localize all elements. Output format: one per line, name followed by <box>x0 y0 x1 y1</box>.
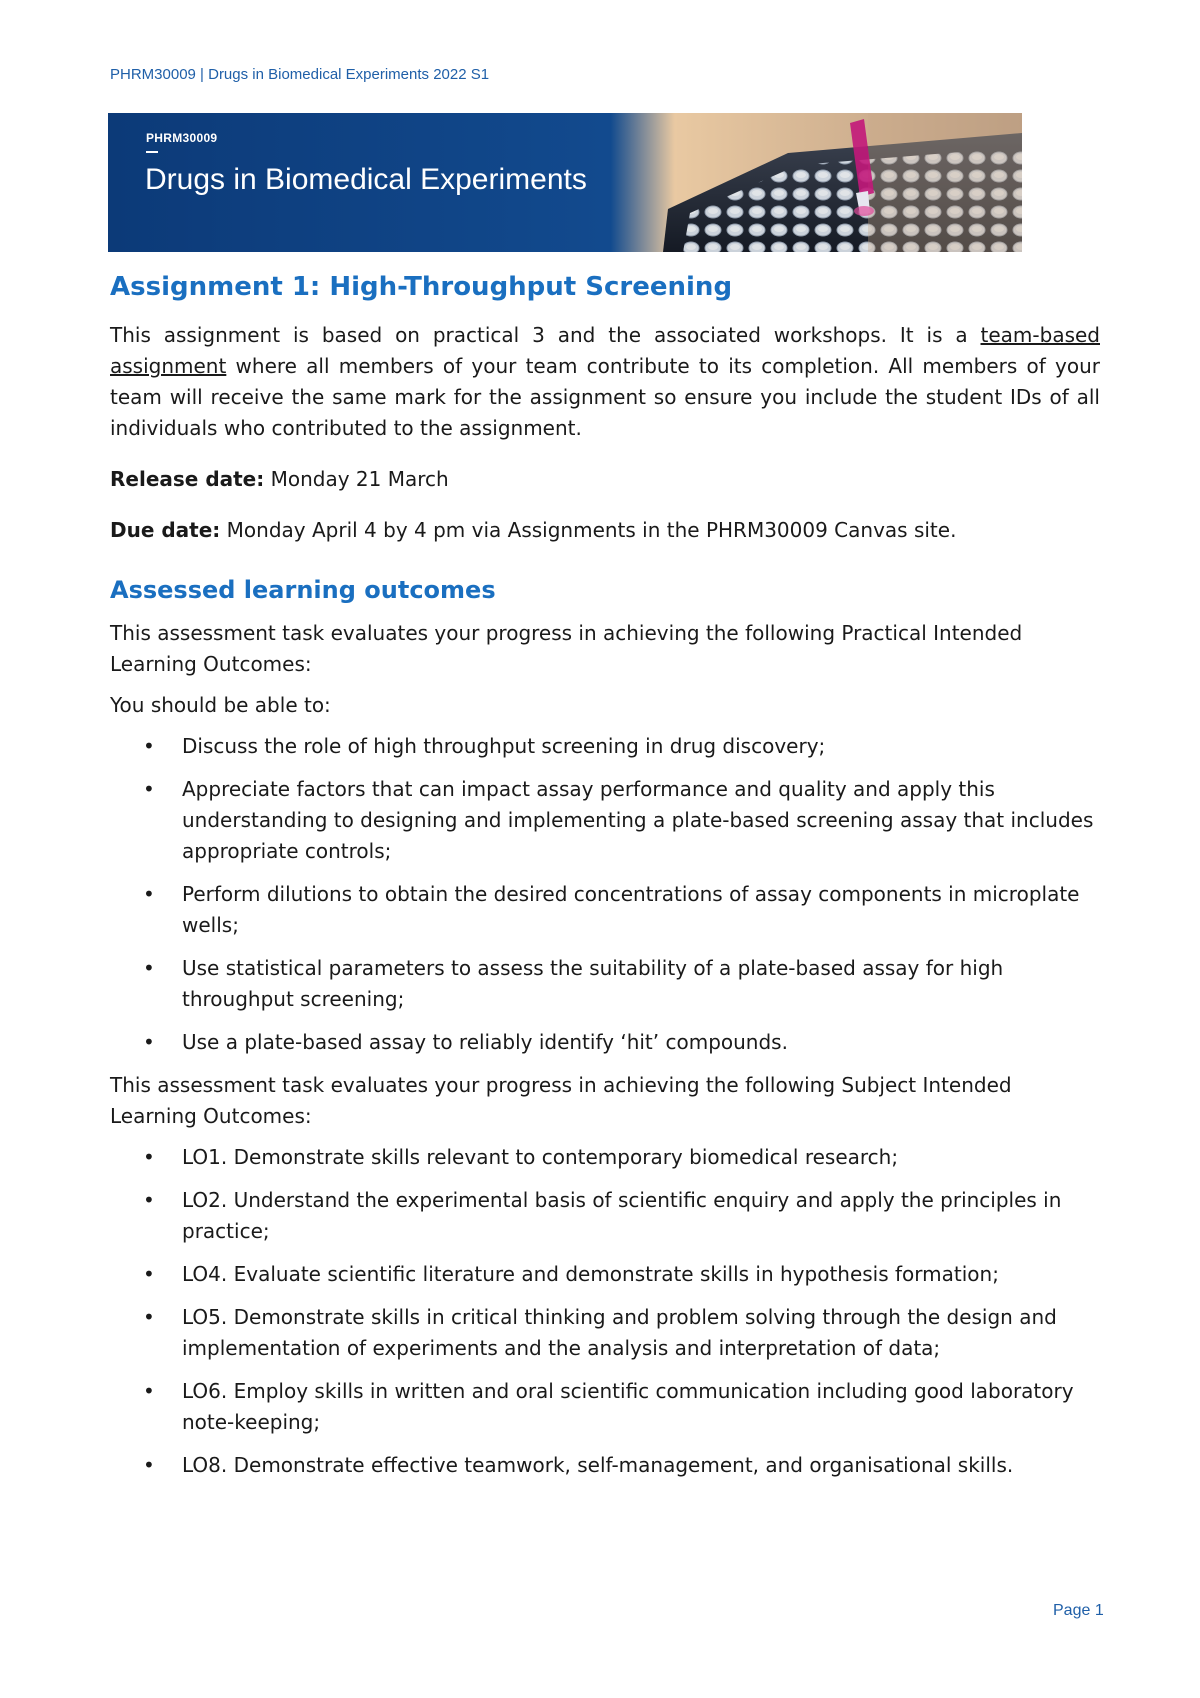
list-item <box>110 1142 1100 1173</box>
banner-divider <box>146 151 158 153</box>
list-item <box>110 731 1100 762</box>
list-item-text: LO6. Employ skills in written and oral scientific communication including good laboratory note-keeping; <box>182 1379 1074 1434</box>
page-number: Page 1 <box>1053 1602 1104 1619</box>
bullet-icon: • <box>143 882 155 906</box>
team-based-link: team-based assignment <box>110 323 1100 378</box>
bullet-icon: • <box>143 1188 155 1212</box>
bullet-icon: • <box>143 1030 155 1054</box>
assignment-title: Assignment 1: High-Throughput Screening <box>110 272 733 302</box>
subject-intro: This assessment task evaluates your progress in achieving the following Subject Intended Learning Outcomes: <box>110 1073 1012 1128</box>
release-date-value: Monday 21 March <box>264 467 449 491</box>
course-banner <box>108 113 1022 252</box>
bullet-icon: • <box>143 777 155 801</box>
bullet-icon: • <box>143 956 155 980</box>
list-item-text: Appreciate factors that can impact assay performance and quality and apply this understanding to designing and implementing a plate-based screening assay that includes appropriate controls; <box>182 777 1094 863</box>
release-date-label: Release date: <box>110 467 265 491</box>
list-item-text: Perform dilutions to obtain the desired concentrations of assay components in microplate wells; <box>182 882 1080 937</box>
banner-title: Drugs in Biomedical Experiments <box>145 163 587 196</box>
running-header: PHRM30009 | Drugs in Biomedical Experiments 2022 S1 <box>110 66 490 83</box>
list-item <box>110 1185 1100 1247</box>
document-body <box>110 272 1100 1493</box>
bullet-icon: • <box>143 1379 155 1403</box>
list-item <box>110 1376 1100 1438</box>
bullet-icon: • <box>143 1145 155 1169</box>
list-item-text: LO8. Demonstrate effective teamwork, self-management, and organisational skills. <box>182 1453 1014 1477</box>
due-date-label: Due date: <box>110 518 221 542</box>
list-item-text: LO1. Demonstrate skills relevant to contemporary biomedical research; <box>182 1145 899 1169</box>
outcomes-heading: Assessed learning outcomes <box>110 576 496 604</box>
subject-outcomes-list <box>110 1142 1100 1481</box>
list-item-text: Discuss the role of high throughput screening in drug discovery; <box>182 734 826 758</box>
release-date <box>110 464 1100 495</box>
due-date <box>110 515 1100 546</box>
list-item <box>110 1259 1100 1290</box>
list-item <box>110 1302 1100 1364</box>
able-to-text: You should be able to: <box>110 693 331 717</box>
list-item <box>110 774 1100 867</box>
intro-text-before: This assignment is based on practical 3 and the associated workshops. It is a <box>110 323 981 347</box>
list-item-text: Use statistical parameters to assess the suitability of a plate-based assay for high throughput screening; <box>182 956 1004 1011</box>
list-item <box>110 953 1100 1015</box>
list-item <box>110 1450 1100 1481</box>
due-date-value: Monday April 4 by 4 pm via Assignments in the PHRM30009 Canvas site. <box>220 518 957 542</box>
list-item-text: LO2. Understand the experimental basis of scientific enquiry and apply the principles in practice; <box>182 1188 1062 1243</box>
practical-intro: This assessment task evaluates your progress in achieving the following Practical Intended Learning Outcomes: <box>110 621 1023 676</box>
bullet-icon: • <box>143 1305 155 1329</box>
assignment-intro <box>110 320 1100 444</box>
bullet-icon: • <box>143 1453 155 1477</box>
bullet-icon: • <box>143 734 155 758</box>
banner-course-code: PHRM30009 <box>146 131 218 145</box>
list-item <box>110 879 1100 941</box>
list-item-text: LO4. Evaluate scientific literature and demonstrate skills in hypothesis formation; <box>182 1262 999 1286</box>
list-item <box>110 1027 1100 1058</box>
bullet-icon: • <box>143 1262 155 1286</box>
list-item-text: LO5. Demonstrate skills in critical thinking and problem solving through the design and implementation of experiments and the analysis and interpretation of data; <box>182 1305 1057 1360</box>
list-item-text: Use a plate-based assay to reliably identify ‘hit’ compounds. <box>182 1030 788 1054</box>
intro-text-after: where all members of your team contribute to its completion. All members of your team will receive the same mark for the assignment so ensure you include the student IDs of all individuals who contributed to the assignment. <box>110 354 1100 440</box>
practical-outcomes-list <box>110 731 1100 1058</box>
